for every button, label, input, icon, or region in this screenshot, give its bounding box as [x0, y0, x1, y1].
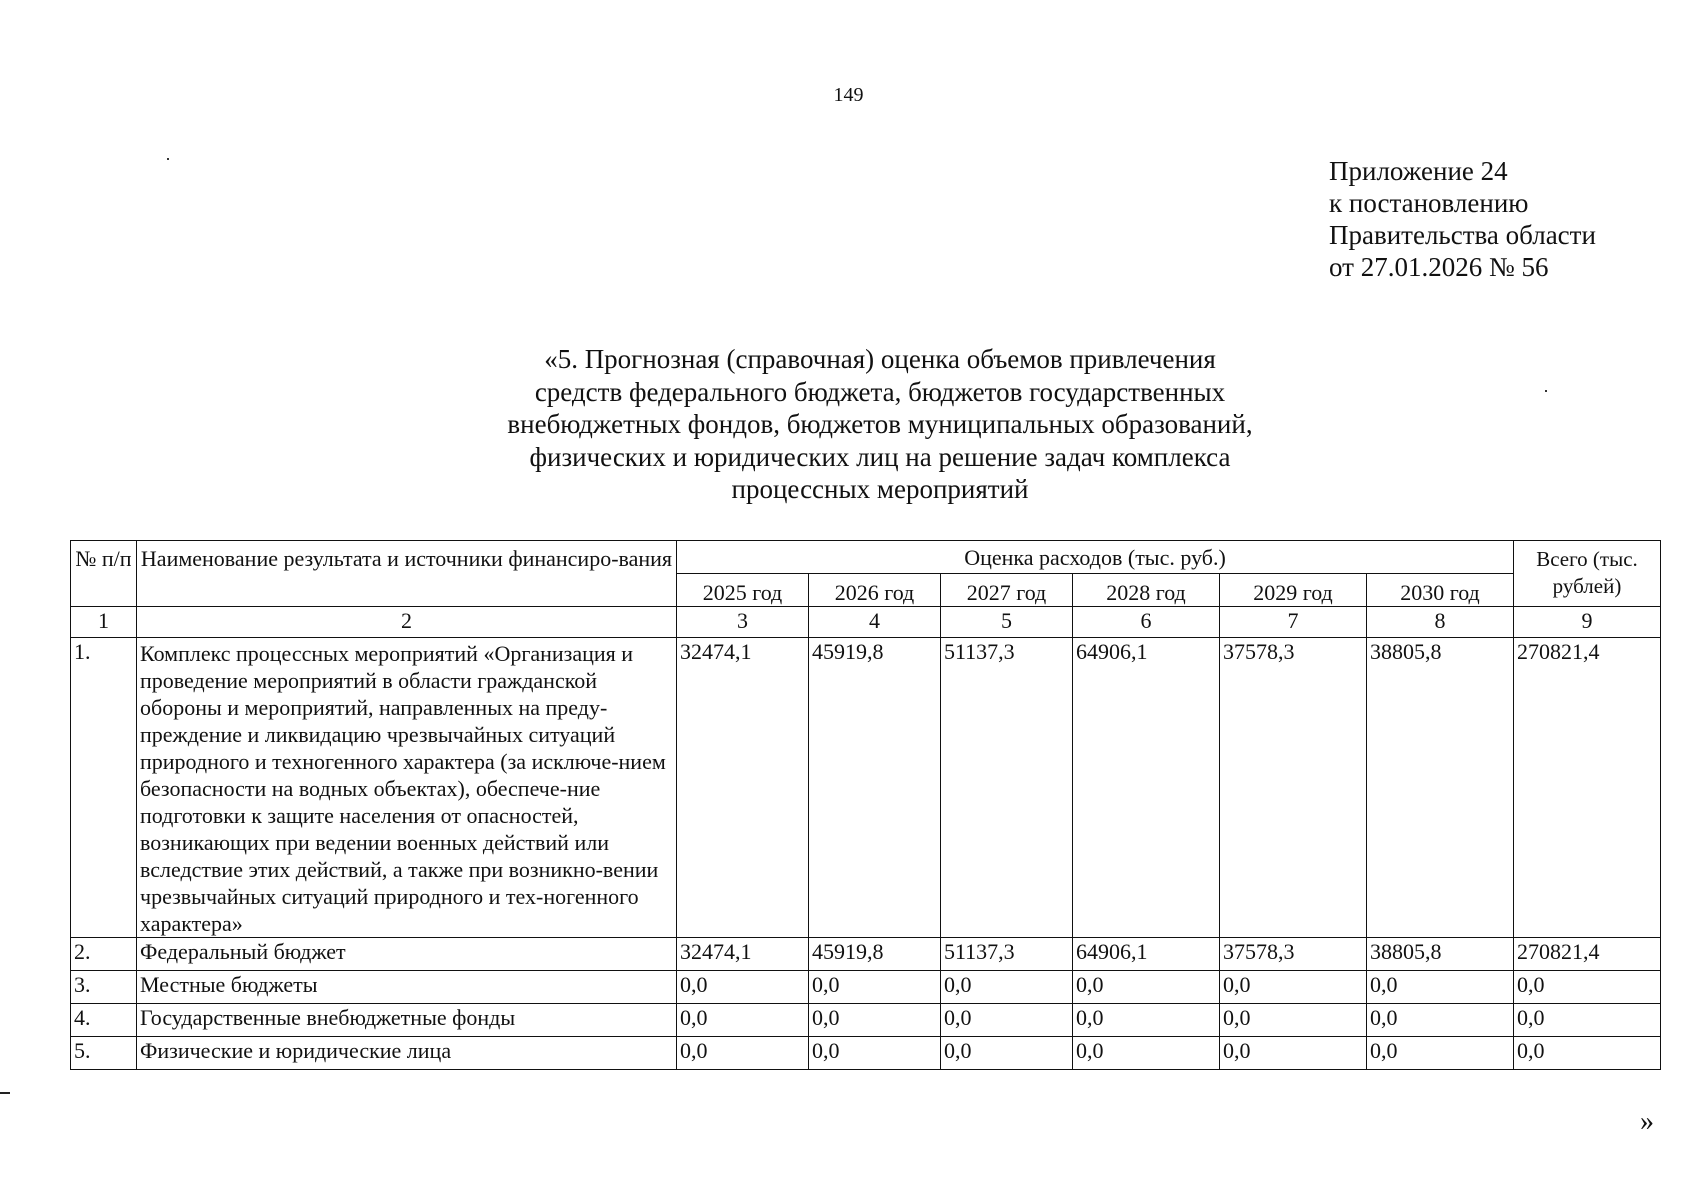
- row-name: Государственные внебюджетные фонды: [137, 1004, 677, 1037]
- row-total: 0,0: [1514, 971, 1661, 1004]
- title-line: внебюджетных фондов, бюджетов муниципальных образований,: [507, 409, 1253, 439]
- title-line: «5. Прогнозная (справочная) оценка объемов привлечения: [544, 344, 1216, 374]
- title-line: процессных мероприятий: [731, 474, 1029, 504]
- column-index-row: [71, 607, 1661, 638]
- column-index: 5: [941, 607, 1073, 638]
- title-line: средств федерального бюджета, бюджетов государственных: [534, 376, 1226, 407]
- header-year: 2027 год: [941, 574, 1073, 607]
- appendix-line: Правительства области: [1329, 220, 1596, 250]
- row-value: 0,0: [1073, 1037, 1220, 1070]
- row-value: 0,0: [809, 971, 941, 1004]
- table-row: [71, 971, 1661, 1004]
- row-number: 1.: [71, 638, 137, 938]
- row-value: 0,0: [809, 1004, 941, 1037]
- row-value: 0,0: [1073, 971, 1220, 1004]
- scan-speck: [1545, 390, 1547, 392]
- row-value: 0,0: [941, 1037, 1073, 1070]
- row-value: 0,0: [677, 1004, 809, 1037]
- row-value: 38805,8: [1367, 938, 1514, 971]
- row-value: 0,0: [809, 1037, 941, 1070]
- column-index: 3: [677, 607, 809, 638]
- document-title: [380, 343, 1380, 506]
- appendix-line: Приложение 24: [1329, 156, 1508, 186]
- column-index: 6: [1073, 607, 1220, 638]
- row-number: 5.: [71, 1037, 137, 1070]
- header-num: № п/п: [71, 541, 137, 607]
- row-total: 0,0: [1514, 1004, 1661, 1037]
- row-value: 37578,3: [1220, 938, 1367, 971]
- row-value: 0,0: [1367, 1037, 1514, 1070]
- row-value: 38805,8: [1367, 638, 1514, 938]
- row-total: 0,0: [1514, 1037, 1661, 1070]
- row-value: 0,0: [941, 1004, 1073, 1037]
- row-number: 2.: [71, 938, 137, 971]
- appendix-date-line: от 27.01.2026 № 56: [1329, 252, 1549, 282]
- column-index: 9: [1514, 607, 1661, 638]
- column-index: 8: [1367, 607, 1514, 638]
- row-value: 0,0: [1367, 971, 1514, 1004]
- appendix-block: [1329, 155, 1596, 283]
- column-index: 2: [137, 607, 677, 638]
- header-year: 2026 год: [809, 574, 941, 607]
- row-value: 32474,1: [677, 638, 809, 938]
- table-row: [71, 638, 1661, 938]
- row-value: 0,0: [1073, 1004, 1220, 1037]
- row-total: 270821,4: [1514, 938, 1661, 971]
- row-value: 64906,1: [1073, 938, 1220, 971]
- header-year: 2028 год: [1073, 574, 1220, 607]
- header-total: Всего (тыс. рублей): [1514, 541, 1661, 607]
- column-index: 4: [809, 607, 941, 638]
- header-year: 2029 год: [1220, 574, 1367, 607]
- row-value: 51137,3: [941, 638, 1073, 938]
- page-number: 149: [833, 84, 864, 106]
- closing-quote: »: [1640, 1106, 1654, 1137]
- header-year: 2025 год: [677, 574, 809, 607]
- row-name: Местные бюджеты: [137, 971, 677, 1004]
- row-value: 0,0: [1367, 1004, 1514, 1037]
- header-row: [71, 541, 1661, 574]
- row-value: 32474,1: [677, 938, 809, 971]
- column-index: 1: [71, 607, 137, 638]
- row-value: 45919,8: [809, 938, 941, 971]
- row-value: 51137,3: [941, 938, 1073, 971]
- row-number: 4.: [71, 1004, 137, 1037]
- row-value: 0,0: [941, 971, 1073, 1004]
- table-row: [71, 1004, 1661, 1037]
- budget-table: [70, 540, 1661, 1070]
- margin-mark: [0, 1092, 10, 1094]
- row-value: 0,0: [1220, 971, 1367, 1004]
- appendix-line: к постановлению: [1329, 188, 1529, 218]
- row-value: 37578,3: [1220, 638, 1367, 938]
- row-value: 0,0: [677, 971, 809, 1004]
- header-year: 2030 год: [1367, 574, 1514, 607]
- row-value: 0,0: [677, 1037, 809, 1070]
- row-total: 270821,4: [1514, 638, 1661, 938]
- row-value: 0,0: [1220, 1037, 1367, 1070]
- row-name: Физические и юридические лица: [137, 1037, 677, 1070]
- row-value: 0,0: [1220, 1004, 1367, 1037]
- row-name: Федеральный бюджет: [137, 938, 677, 971]
- header-name: Наименование результата и источники финансиро-вания: [137, 541, 677, 607]
- row-name: Комплекс процессных мероприятий «Организация и проведение мероприятий в области гражданской обороны и мероприятий, направленных на преду-преждение и ликвидацию чрезвычайных ситуаций природного и техногенного характера (за исключе-нием безопасности на водных объектах), обеспече-ние подготовки к защите населения от опасностей, возникающих при ведении военных действий или вследствие этих действий, а также при возникно-вении чрезвычайных ситуаций природного и тех-ногенного характера»: [137, 638, 677, 938]
- column-index: 7: [1220, 607, 1367, 638]
- title-line: физических и юридических лиц на решение задач комплекса: [529, 441, 1231, 472]
- row-value: 45919,8: [809, 638, 941, 938]
- row-number: 3.: [71, 971, 137, 1004]
- scan-speck: [167, 158, 169, 160]
- row-value: 64906,1: [1073, 638, 1220, 938]
- table-row: [71, 1037, 1661, 1070]
- header-expense-group: Оценка расходов (тыс. руб.): [677, 541, 1514, 574]
- table-row: [71, 938, 1661, 971]
